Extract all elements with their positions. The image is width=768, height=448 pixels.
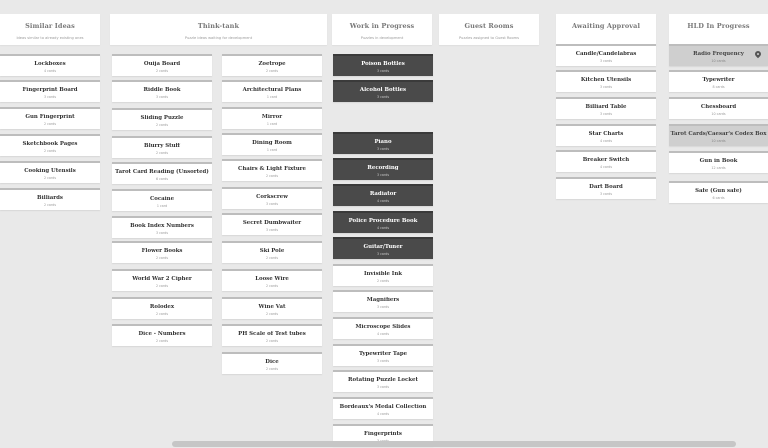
puzzle-card[interactable] bbox=[669, 124, 768, 146]
card-title: Invisible Ink bbox=[363, 271, 402, 277]
card-count: 3 cards bbox=[599, 192, 613, 196]
puzzle-card[interactable] bbox=[669, 181, 768, 203]
card-count: 2 cards bbox=[43, 203, 57, 207]
card-count: 3 cards bbox=[376, 173, 390, 177]
card-title: Ski Pole bbox=[259, 248, 285, 254]
card-title: Secret Dumbwaiter bbox=[242, 220, 302, 226]
puzzle-card[interactable] bbox=[112, 162, 212, 184]
card-title: Breaker Switch bbox=[582, 157, 630, 163]
puzzle-card[interactable] bbox=[222, 297, 322, 319]
puzzle-card[interactable] bbox=[112, 108, 212, 130]
column-header-hld-in-progress[interactable] bbox=[669, 14, 768, 45]
card-count: 4 cards bbox=[376, 199, 390, 203]
card-count: 2 cards bbox=[265, 256, 279, 260]
card-count: 2 cards bbox=[43, 122, 57, 126]
puzzle-card[interactable] bbox=[333, 370, 433, 392]
puzzle-card[interactable] bbox=[222, 241, 322, 263]
card-count: 2 cards bbox=[265, 174, 279, 178]
puzzle-card[interactable] bbox=[112, 216, 212, 238]
puzzle-card[interactable] bbox=[0, 188, 100, 210]
card-count: 3 cards bbox=[376, 95, 390, 99]
card-title: World War 2 Cipher bbox=[132, 276, 192, 282]
puzzle-card[interactable] bbox=[669, 70, 768, 92]
card-title: Book Index Numbers bbox=[130, 223, 194, 229]
card-title: Chessboard bbox=[700, 104, 737, 110]
card-title: Alcohol Bottles bbox=[359, 87, 407, 93]
card-count: 2 cards bbox=[376, 279, 390, 283]
column-header-similar-ideas[interactable] bbox=[0, 14, 100, 45]
puzzle-card[interactable] bbox=[333, 290, 433, 312]
card-count: 3 cards bbox=[599, 59, 613, 63]
card-count: 10 cards bbox=[711, 139, 726, 143]
puzzle-card[interactable] bbox=[333, 317, 433, 339]
puzzle-card[interactable] bbox=[222, 213, 322, 235]
card-count: 3 cards bbox=[265, 202, 279, 206]
card-count: 4 cards bbox=[376, 226, 390, 230]
column-title: Guest Rooms bbox=[464, 22, 514, 30]
card-title: Blurry Stuff bbox=[144, 143, 180, 149]
card-title: Fingerprints bbox=[364, 431, 402, 437]
puzzle-card[interactable] bbox=[222, 133, 322, 155]
card-count: 3 cards bbox=[155, 95, 169, 99]
card-title: Gun Fingerprint bbox=[25, 114, 75, 120]
card-count: 3 cards bbox=[599, 112, 613, 116]
horizontal-scrollbar[interactable] bbox=[172, 441, 736, 447]
puzzle-card[interactable] bbox=[112, 297, 212, 319]
column-title: Awaiting Approval bbox=[571, 22, 641, 30]
card-title: Lockboxes bbox=[34, 61, 66, 67]
column-header-think-tank[interactable] bbox=[110, 14, 327, 45]
card-title: Piano bbox=[374, 139, 392, 145]
card-count: 1 card bbox=[156, 204, 168, 208]
card-title: Tarot Cards/Caesar's Codex Box bbox=[670, 131, 767, 137]
card-title: Rotating Puzzle Locket bbox=[348, 377, 418, 383]
column-header-guest-rooms[interactable] bbox=[439, 14, 539, 45]
card-title: Poison Bottles bbox=[361, 61, 405, 67]
column-subtitle: Puzzles in development bbox=[360, 36, 404, 40]
card-count: 2 cards bbox=[155, 312, 169, 316]
card-count: 2 cards bbox=[155, 339, 169, 343]
card-count: 2 cards bbox=[265, 69, 279, 73]
puzzle-card[interactable] bbox=[556, 177, 656, 199]
card-count: 1 card bbox=[266, 95, 278, 99]
puzzle-card[interactable] bbox=[112, 269, 212, 291]
puzzle-card[interactable] bbox=[669, 97, 768, 119]
card-count: 2 cards bbox=[155, 123, 169, 127]
card-title: Radiator bbox=[369, 191, 397, 197]
card-count: 2 cards bbox=[155, 256, 169, 260]
card-title: Corkscrew bbox=[256, 194, 288, 200]
card-title: Dining Room bbox=[252, 140, 292, 146]
card-title: Police Procedure Book bbox=[348, 218, 418, 224]
card-count: 2 cards bbox=[43, 176, 57, 180]
puzzle-card[interactable] bbox=[222, 269, 322, 291]
puzzle-card[interactable] bbox=[333, 80, 433, 102]
card-count: 3 cards bbox=[376, 359, 390, 363]
card-count: 4 cards bbox=[43, 69, 57, 73]
column-subtitle: Puzzle ideas waiting for development bbox=[184, 36, 253, 40]
card-count: 3 cards bbox=[376, 385, 390, 389]
column-header-work-in-progress[interactable] bbox=[332, 14, 432, 45]
puzzle-card[interactable] bbox=[222, 80, 322, 102]
puzzle-card[interactable] bbox=[0, 134, 100, 156]
card-title: Dice - Numbers bbox=[138, 331, 186, 337]
puzzle-card[interactable] bbox=[333, 397, 433, 419]
card-count: 4 cards bbox=[376, 412, 390, 416]
puzzle-card[interactable] bbox=[112, 324, 212, 346]
puzzle-card[interactable] bbox=[112, 189, 212, 211]
card-count: 2 cards bbox=[265, 312, 279, 316]
puzzle-card[interactable] bbox=[112, 54, 212, 76]
card-count: 2 cards bbox=[43, 149, 57, 153]
puzzle-card[interactable] bbox=[333, 158, 433, 180]
puzzle-card[interactable] bbox=[112, 241, 212, 263]
puzzle-card[interactable] bbox=[333, 237, 433, 259]
card-count: 1 card bbox=[266, 122, 278, 126]
puzzle-card[interactable] bbox=[333, 132, 433, 154]
card-title: Cocaine bbox=[149, 196, 175, 202]
card-count: 2 cards bbox=[265, 339, 279, 343]
puzzle-card[interactable] bbox=[222, 159, 322, 181]
puzzle-card[interactable] bbox=[556, 70, 656, 92]
card-title: Dart Board bbox=[589, 184, 623, 190]
card-count: 3 cards bbox=[376, 252, 390, 256]
puzzle-card[interactable] bbox=[222, 352, 322, 374]
card-count: 2 cards bbox=[265, 284, 279, 288]
card-title: Magnifiers bbox=[366, 297, 400, 303]
card-count: 10 cards bbox=[711, 59, 726, 63]
card-count: 2 cards bbox=[155, 284, 169, 288]
card-title: Riddle Book bbox=[143, 87, 181, 93]
card-count: 6 cards bbox=[712, 196, 725, 200]
card-count: 4 cards bbox=[376, 332, 390, 336]
card-count: 3 cards bbox=[376, 305, 390, 309]
puzzle-card[interactable] bbox=[669, 44, 768, 66]
card-count: 2 cards bbox=[155, 69, 169, 73]
card-count: 1 card bbox=[266, 148, 278, 152]
puzzle-card[interactable] bbox=[333, 54, 433, 76]
puzzle-card[interactable] bbox=[0, 54, 100, 76]
card-title: Ouija Board bbox=[143, 61, 181, 67]
puzzle-card[interactable] bbox=[222, 54, 322, 76]
card-title: Mirror bbox=[261, 114, 283, 120]
card-title: Billiard Table bbox=[585, 104, 627, 110]
card-title: Recording bbox=[367, 165, 399, 171]
card-title: Guitar/Tuner bbox=[363, 244, 403, 250]
card-count: 2 cards bbox=[155, 151, 169, 155]
card-count: 3 cards bbox=[376, 147, 390, 151]
card-title: Candle/Candelabras bbox=[575, 51, 637, 57]
card-title: PH Scale of Test tubes bbox=[238, 331, 306, 337]
card-count: 3 cards bbox=[43, 95, 57, 99]
card-title: Sliding Puzzle bbox=[140, 115, 184, 121]
puzzle-card[interactable] bbox=[333, 344, 433, 366]
card-title: Safe (Gun safe) bbox=[695, 188, 742, 194]
card-title: Cooking Utensils bbox=[24, 168, 76, 174]
card-title: Billiards bbox=[37, 195, 63, 201]
puzzle-card[interactable] bbox=[333, 184, 433, 206]
card-title: Typewriter Tape bbox=[358, 351, 408, 357]
puzzle-card[interactable] bbox=[0, 161, 100, 183]
column-title: Think-tank bbox=[197, 22, 240, 30]
puzzle-card[interactable] bbox=[112, 136, 212, 158]
puzzle-card[interactable] bbox=[556, 150, 656, 172]
column-header-awaiting-approval[interactable] bbox=[556, 14, 656, 45]
column-title: Similar Ideas bbox=[25, 22, 75, 30]
card-title: Bordeaux's Medal Collection bbox=[339, 404, 427, 410]
column-subtitle: Puzzles assigned to Guest Rooms bbox=[458, 36, 520, 40]
card-count: 4 cards bbox=[599, 139, 613, 143]
puzzle-card[interactable] bbox=[222, 107, 322, 129]
card-count: 4 cards bbox=[599, 165, 613, 169]
card-count: 3 cards bbox=[265, 228, 279, 232]
card-title: Loose Wire bbox=[255, 276, 289, 282]
card-count: 2 cards bbox=[265, 367, 279, 371]
card-title: Star Charts bbox=[588, 131, 624, 137]
card-count: 10 cards bbox=[711, 112, 726, 116]
card-title: Flower Books bbox=[141, 248, 183, 254]
puzzle-card[interactable] bbox=[333, 264, 433, 286]
puzzle-card[interactable] bbox=[222, 324, 322, 346]
card-title: Dice bbox=[265, 359, 279, 365]
column-title: HLD In Progress bbox=[687, 22, 750, 30]
card-title: Sketchbook Pages bbox=[22, 141, 78, 147]
puzzle-card[interactable] bbox=[669, 151, 768, 173]
card-count: 3 cards bbox=[599, 85, 613, 89]
puzzle-card[interactable] bbox=[112, 80, 212, 102]
card-title: Microscope Slides bbox=[355, 324, 411, 330]
card-title: Wine Vat bbox=[258, 304, 286, 310]
card-title: Radio Frequency bbox=[693, 51, 744, 57]
puzzle-card[interactable] bbox=[556, 97, 656, 119]
card-title: Tarot Card Reading (Unsorted) bbox=[115, 169, 209, 175]
card-title: Zoetrope bbox=[258, 61, 286, 67]
card-title: Kitchen Utensils bbox=[580, 77, 632, 83]
card-title: Fingerprint Board bbox=[22, 87, 78, 93]
card-title: Chairs & Light Fixture bbox=[238, 166, 306, 172]
card-count: 8 cards bbox=[712, 85, 725, 89]
card-title: Typewriter bbox=[702, 77, 735, 83]
puzzle-card[interactable] bbox=[222, 187, 322, 209]
card-title: Rolodex bbox=[149, 304, 175, 310]
card-count: 3 cards bbox=[155, 231, 169, 235]
puzzle-card[interactable] bbox=[0, 107, 100, 129]
card-count: 3 cards bbox=[376, 69, 390, 73]
column-subtitle: Ideas similar to already existing ones bbox=[16, 36, 84, 40]
card-title: Architectural Plans bbox=[242, 87, 302, 93]
puzzle-card[interactable] bbox=[556, 124, 656, 146]
column-title: Work in Progress bbox=[349, 22, 415, 30]
puzzle-card[interactable] bbox=[556, 44, 656, 66]
card-title: Gun in Book bbox=[699, 158, 738, 164]
card-count: 12 cards bbox=[711, 166, 726, 170]
card-count: 6 cards bbox=[155, 177, 169, 181]
puzzle-card[interactable] bbox=[333, 211, 433, 233]
puzzle-card[interactable] bbox=[0, 80, 100, 102]
